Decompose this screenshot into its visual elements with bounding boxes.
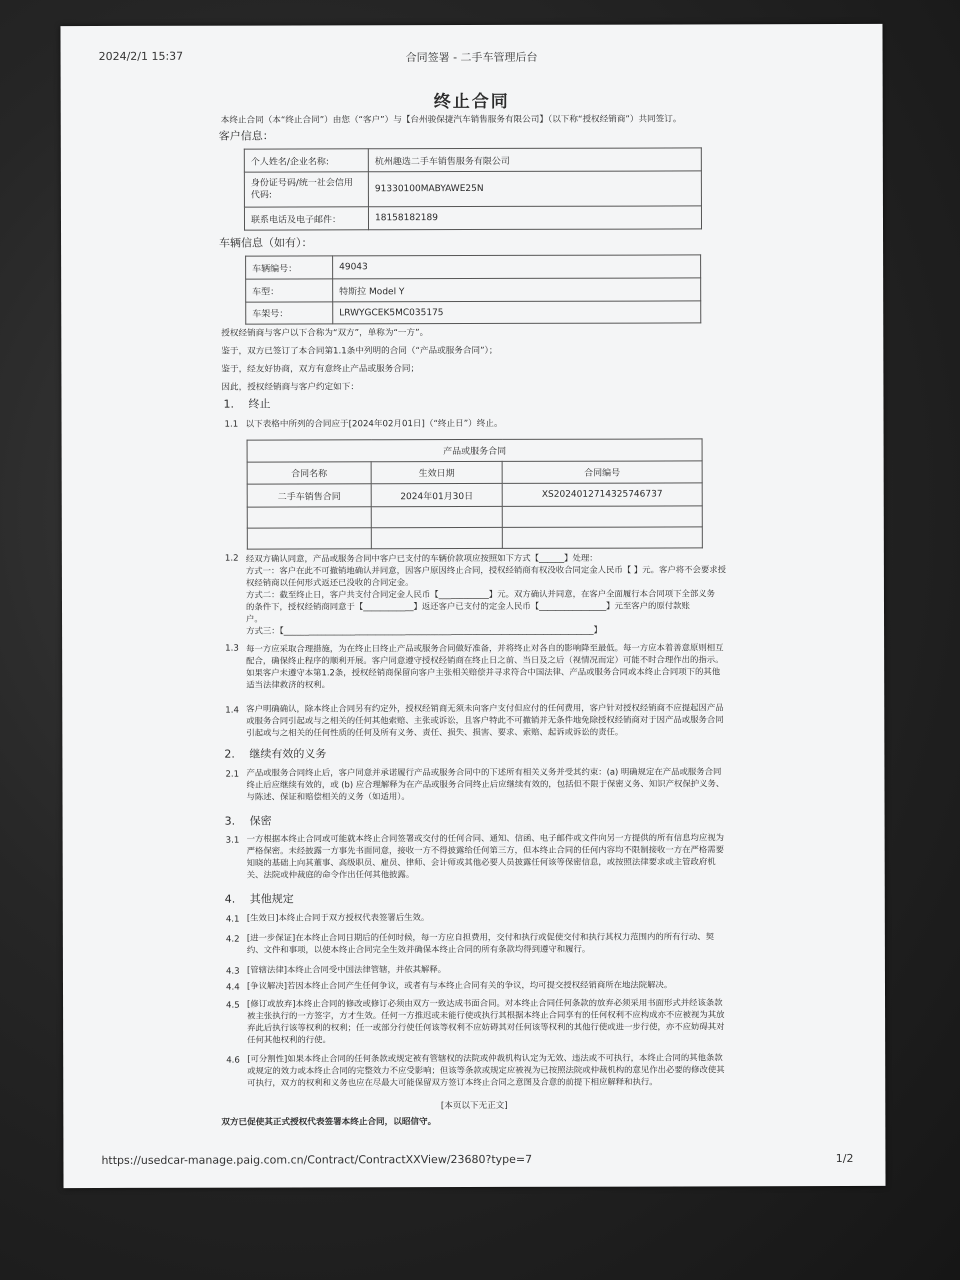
clause-1-4-text xyxy=(246,701,734,738)
clause-line: [生效日]本终止合同于双方授权代表签署后生效。 xyxy=(246,912,430,923)
page-number: 1/2 xyxy=(835,1152,854,1166)
table-row xyxy=(244,148,701,172)
clause-4-6-number: 4.6 xyxy=(226,1055,240,1066)
clause-line: 或规定的效力或本终止合同的完整效力不应受影响；但该等条款或规定应被视为已按照法院或仲裁机构的意见作出必要的修改使其 xyxy=(247,1064,725,1076)
page-break-note: [本页以下无正文] xyxy=(440,1100,508,1112)
section-1-title: 终止 xyxy=(248,397,271,411)
vehicle-number-label: 车辆编号： xyxy=(246,256,333,279)
clause-line: 户。 xyxy=(246,613,263,624)
table-row xyxy=(246,278,701,302)
customer-name-label: 个人姓名/企业名称: xyxy=(244,149,368,172)
table-row xyxy=(247,483,702,507)
clause-line: 客户明确确认，除本终止合同另有约定外，授权经销商无须未向客户支付但应付的任何费用，客户针对授权经销商不应提起因产品 xyxy=(246,702,724,714)
vehicle-model-label: 车型： xyxy=(246,279,333,302)
clause-3-1-text xyxy=(247,831,735,880)
vehicle-model-value: 特斯拉 Model Y xyxy=(333,278,701,302)
clause-line: 一方根据本终止合同或可能就本终止合同签署或交付的任何合同、通知、信函、电子邮件或文件向另一方提供的所有信息均应视为 xyxy=(246,832,724,844)
clause-line: 权经销商以任何形式返还已没收的合同定金。 xyxy=(245,577,414,588)
clause-1-1-number: 1.1 xyxy=(224,419,239,430)
clause-line: 的条件下，授权经销商同意于【____________】返还客户已支付的定金人民币【________________】元至客户的原付款账 xyxy=(245,600,690,612)
clause-line: 可执行，双方的权利和义务也应在尽最大可能保留双方签订本终止合同之意图及合意的前提下相应解释和执行。 xyxy=(247,1076,658,1088)
clause-1-4-number: 1.4 xyxy=(225,705,239,716)
column-header-contract-name: 合同名称 xyxy=(247,462,371,484)
customer-name-value: 杭州趣选二手车销售服务有限公司 xyxy=(368,148,701,172)
clause-4-3-number: 4.3 xyxy=(225,966,240,977)
clause-4-2-text xyxy=(247,930,735,955)
section-2-number: 2. xyxy=(224,747,235,761)
clause-2-1-text xyxy=(246,765,734,802)
section-2-title: 继续有效的义务 xyxy=(249,747,327,761)
customer-info-table xyxy=(244,147,702,230)
clause-line: 方式一：客户在此不可撤销地确认并同意，因客户原因终止合同，授权经销商有权没收合同定金人民币【 】元。客户将不会要求授 xyxy=(245,564,726,576)
table-row xyxy=(244,206,701,230)
clause-1-1-text: 以下表格中所列的合同应于[2024年02月01日]（“终止日”）终止。 xyxy=(245,418,503,430)
clause-1-3-text xyxy=(246,641,734,690)
section-4-title: 其他规定 xyxy=(249,892,294,906)
recital-terminate: 鉴于，经友好协商，双方有意终止产品或服务合同； xyxy=(221,364,420,375)
recital-signed: 鉴于，双方已签订了本合同第1.1条中列明的合同（“产品或服务合同”）； xyxy=(221,345,498,357)
contract-title: 终止合同 xyxy=(433,91,510,113)
cell-effective-date: 2024年01月30日 xyxy=(371,483,502,506)
print-datetime: 2024/2/1 15:37 xyxy=(98,49,184,63)
clause-4-1-number: 4.1 xyxy=(225,914,240,925)
table-row xyxy=(247,527,702,549)
clause-line: [进一步保证]在本终止合同日期后的任何时候，每一方应自担费用，交付和执行或促使交付和执行其权力范围内的所有行动、契 xyxy=(246,931,715,943)
table-row xyxy=(246,301,701,324)
clause-4-1-text xyxy=(247,910,735,923)
contract-page xyxy=(60,24,885,1188)
clause-1-2-text xyxy=(246,551,734,636)
cell-contract-name: 二手车销售合同 xyxy=(247,484,371,507)
customer-contact-value: 18158182189 xyxy=(368,206,701,230)
column-header-contract-number: 合同编号 xyxy=(502,461,702,484)
intro-text: 本终止合同（本“终止合同”）由您（“客户”）与【台州骏保捷汽车销售服务有限公司】（以下称“授权经销商”）共同签订。 xyxy=(220,114,682,126)
table-row xyxy=(246,255,701,279)
customer-contact-label: 联系电话及电子邮件： xyxy=(244,207,368,230)
customer-id-label: 身份证号码/统一社会信用代码: xyxy=(244,172,368,207)
clause-line: [争议解决]若因本终止合同产生任何争议，或者有与本终止合同有关的争议，均可提交授权经销商所在地法院解决。 xyxy=(246,979,673,991)
clause-3-1-number: 3.1 xyxy=(225,835,240,846)
clause-line: 配合，确保终止程序的顺利开展。客户同意遵守授权经销商在终止日之前、当日及之后（视情况而定）可能不时合理作出的指示。 xyxy=(246,654,724,666)
clause-line: 知晓的基础上向其董事、高级职员、雇员、律师、会计师或其他必要人员披露任何该等保密信息，或按照法律要求或主管政府机 xyxy=(246,856,716,868)
clause-line: [可分割性]如果本终止合同的任何条款或规定被有管辖权的法院或仲裁机构认定为无效、违法或不可执行，本终止合同的其他条款 xyxy=(247,1052,723,1064)
print-page-title: 合同签署 - 二手车管理后台 xyxy=(405,50,538,65)
clause-line: 被主张执行的一方签字，方才生效。任何一方推迟或未能行使或执行其根据本终止合同享有的任何权利不应构成亦不应被视为其放 xyxy=(247,1009,725,1021)
clause-line: 方式三：【__________________________________________________________________________】 xyxy=(246,624,603,636)
table-row xyxy=(247,439,702,462)
clause-line: 与陈述、保证和赔偿相关的义务（如适用）。 xyxy=(246,791,410,802)
vehicle-vin-value: LRWYGCEK5MC035175 xyxy=(333,301,701,324)
clause-line: 产品或服务合同终止后，客户同意并承诺履行产品或服务合同中的下述所有相关义务并受其约束：(a) 明确规定在产品或服务合同 xyxy=(246,766,722,778)
column-header-effective-date: 生效日期 xyxy=(371,461,502,483)
clause-line: 终止后应继续有效的，或 (b) 应合理解释为在产品或服务合同终止后应继续有效的，包括但不限于保密义务、知识产权保护义务、 xyxy=(246,778,725,790)
clause-4-6-text xyxy=(247,1051,735,1088)
section-3-number: 3. xyxy=(224,814,236,828)
clause-line: 每一方应采取合理措施，为在终止日终止产品或服务合同做好准备，并将终止对各自的影响降至最低。每一方应本着善意原则相互 xyxy=(246,642,724,654)
clause-line: [修订或放弃]本终止合同的修改或修订必须由双方一致达成书面合同。对本终止合同任何条款的放弃必须采用书面形式并经该条款 xyxy=(247,997,723,1009)
clause-line: 方式二：截至终止日，客户共支付合同定金人民币【____________】元。双方确认并同意，在客户全面履行本合同项下全部义务 xyxy=(245,588,715,600)
clause-1-3-number: 1.3 xyxy=(225,643,239,654)
table-row xyxy=(247,506,702,528)
section-4-number: 4. xyxy=(224,892,236,906)
clause-line: [管辖法律]本终止合同受中国法律管辖，并依其解释。 xyxy=(246,964,447,975)
clause-line: 严格保密。未经披露一方事先书面同意，接收一方不得披露给任何第三方，但本终止合同的任何内容均不限制接收一方在严格需要 xyxy=(246,844,725,856)
vehicle-section-label: 车辆信息（如有）： xyxy=(219,236,313,250)
customer-id-value: 91330100MABYAWE25N xyxy=(368,171,701,207)
clause-4-5-text xyxy=(247,996,735,1045)
recital-agreed: 因此，授权经销商与客户约定如下： xyxy=(221,382,359,393)
clause-4-3-text xyxy=(247,962,735,975)
section-1-number: 1. xyxy=(223,397,234,411)
section-3-title: 保密 xyxy=(249,814,272,828)
cell-contract-number: XS2024012714325746737 xyxy=(502,483,702,507)
vehicle-number-value: 49043 xyxy=(333,255,701,279)
clause-line: 引起或与之相关的任何性质的任何及所有义务、责任、损失、损害、要求、索赔、起诉或诉讼的责任。 xyxy=(246,726,624,738)
clause-line: 约、文件和事项，以使本终止合同完全生效并确保本终止合同的所有条款均得到遵守和履行。 xyxy=(246,943,591,955)
clause-4-5-number: 4.5 xyxy=(226,1000,240,1011)
customer-section-label: 客户信息： xyxy=(218,129,274,143)
clause-4-4-text xyxy=(247,978,735,991)
clause-1-2-number: 1.2 xyxy=(224,553,239,564)
table-row xyxy=(244,171,701,207)
clause-line: 经双方确认同意，产品或服务合同中客户已支付的车辆价款项应按照如下方式【______】处理： xyxy=(245,552,598,564)
clause-line: 弃此后执行该等权利的权利；任一或部分行使任何该等权利不应妨碍其对任何该等权利的其他行使或进一步行使，亦不应妨碍其对 xyxy=(247,1021,725,1033)
service-contract-table xyxy=(247,438,703,549)
clause-line: 如果客户未遵守本第1.2条，授权经销商保留向客户主张相关赔偿并寻求符合中国法律、产品或服务合同或本终止合同项下的其他 xyxy=(246,666,721,678)
clause-line: 关、法院或仲裁庭的命令作出任何其他披露。 xyxy=(246,869,415,880)
clause-line: 或服务合同引起或与之相关的任何其他索赔、主张或诉讼，且客户特此不可撤销并无条件地免除授权经销商对于因产品或服务合同 xyxy=(246,714,724,726)
service-table-caption: 产品或服务合同 xyxy=(247,439,702,462)
clause-line: 适当法律救济的权利。 xyxy=(246,679,330,690)
vehicle-info-table xyxy=(245,254,701,324)
print-url: https://usedcar-manage.paig.com.cn/Contract/ContractXXView/23680?type=7 xyxy=(101,1152,533,1167)
vehicle-vin-label: 车架号： xyxy=(246,302,333,324)
recital-parties: 授权经销商与客户以下合称为“双方”，单称为“一方”。 xyxy=(221,328,429,339)
clause-line: 任何其他权利的行使。 xyxy=(247,1034,331,1045)
clause-2-1-number: 2.1 xyxy=(225,769,240,780)
table-row xyxy=(247,461,702,484)
clause-4-4-number: 4.4 xyxy=(225,982,240,993)
closing-statement: 双方已促使其正式授权代表签署本终止合同，以昭信守。 xyxy=(221,1117,437,1128)
clause-4-2-number: 4.2 xyxy=(225,934,240,945)
